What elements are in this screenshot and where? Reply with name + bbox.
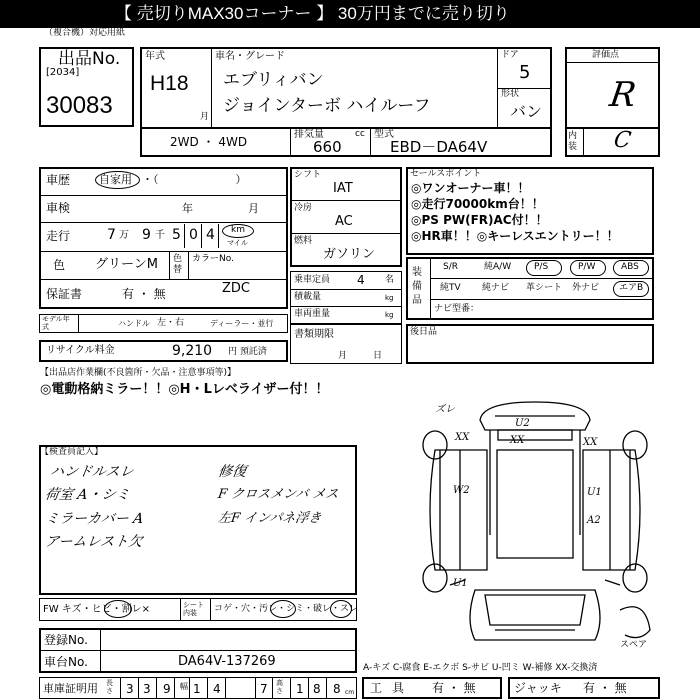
model-value: EBD－DA64V [390, 138, 488, 156]
shaken-label: 車検 [46, 201, 71, 215]
sales-point-2: ◎走行70000km台！！ [411, 197, 544, 211]
drive-value: 2WD ・ 4WD [170, 135, 248, 149]
color-label: 色 [53, 258, 66, 272]
lot-code: [2034] [46, 67, 80, 78]
fw-circle-hibi [104, 600, 132, 618]
inspector-left-3: ミラーカバー A [43, 511, 145, 527]
navi-label: ナビ型番： [434, 304, 480, 314]
fw-text: FW キズ・ヒビ・割レ× [43, 604, 150, 615]
expiry-unit: 月日 [338, 351, 409, 361]
notes-title: 【出品店作業欄(不良箇所・欠品・注意事項等)】 [40, 368, 237, 378]
cert-length-3: 9 [163, 682, 171, 696]
weight-unit: kg [385, 311, 394, 319]
color-no-label: カラーNo. [192, 254, 234, 264]
disp-value: 660 [313, 138, 342, 156]
month-unit: 月 [200, 112, 210, 122]
fw-seat: シート内装 [183, 601, 204, 617]
jack-label: ジャッキ [514, 681, 562, 695]
cert-unit-length: 長さ [106, 679, 113, 695]
inspector-right-3: 左F インパネ浮き [216, 511, 323, 526]
equip-ps: P/S [534, 262, 549, 272]
inspector-title: 【検査員記入】 [40, 447, 104, 457]
sales-point-1: ◎ワンオーナー車！！ [411, 181, 530, 195]
mileage-man-unit: 万 [119, 230, 129, 241]
cert-width-2: 4 [213, 682, 221, 696]
shape-value: バン [510, 102, 543, 121]
mark-w2: W2 [453, 485, 470, 496]
expiry-label: 書類期限 [294, 329, 334, 340]
banner [0, 0, 700, 28]
mileage-digit-3: 0 [189, 227, 198, 243]
history-rest: ・（ ） [142, 173, 247, 186]
disp-unit: cc [355, 129, 365, 139]
tools-value: 有 ・ 無 [432, 681, 476, 695]
name-label: 車名・グレード [215, 51, 285, 62]
mark-zure: ズレ [435, 404, 455, 415]
load-unit: kg [385, 294, 394, 302]
lot-number: 30083 [46, 92, 113, 119]
cert-cm: cm [345, 689, 355, 696]
disp-label: 排気量 [294, 129, 324, 140]
inspector-left-4: アームレスト欠 [43, 534, 144, 550]
equip-leather: 革シート [526, 283, 563, 293]
mileage-digit-0: 9 [142, 227, 151, 243]
ac-value: AC [335, 214, 353, 229]
capacity-value: 4 [357, 273, 365, 287]
inspector-right-1: 修復 [216, 464, 248, 480]
fw-rest: コゲ・穴・汚レ・シミ・破レ・スレ [214, 604, 359, 614]
inspector-left-1: ハンドルスレ [48, 464, 135, 480]
banner-text: 【 売切りMAX30コーナー 】 30万円までに売り切り [115, 4, 510, 23]
interior-value: C [612, 128, 633, 153]
handle-value: 左・右 [157, 318, 185, 328]
name-line2: ジョインターボ ハイルーフ [223, 96, 431, 116]
equipment-label: 装備品 [412, 267, 422, 306]
mark-u2: U2 [515, 418, 530, 429]
recycle-unit: 円 預託済 [228, 347, 267, 357]
notes-text: ◎電動格納ミラー！！◎H・Lレベライザー付！！ [40, 382, 329, 397]
lot-label: 出品No. [58, 49, 121, 69]
cert-height-2: 8 [313, 682, 321, 696]
cert-height-1: 1 [296, 682, 304, 696]
fuel-value: ガソリン [323, 247, 376, 262]
mileage-man: 7 [107, 227, 116, 243]
mark-u1-front: U1 [453, 578, 468, 589]
color-no-value: ZDC [222, 281, 250, 296]
eval-value: R [607, 75, 639, 115]
shaken-month: 月 [248, 202, 259, 215]
color-change: 色替 [173, 254, 183, 275]
mileage-mile: マイル [227, 239, 248, 247]
jack-value: 有 ・ 無 [583, 681, 627, 695]
mileage-label: 走行 [46, 229, 71, 243]
subnote: （複合機）対応用紙 [44, 28, 126, 38]
tools-label: 工具 [370, 681, 415, 695]
mark-a2: A2 [587, 515, 601, 526]
history-label: 車歴 [46, 173, 71, 187]
cert-length-1: 3 [126, 682, 134, 696]
fw-circle-yogore [270, 600, 296, 618]
car-diagram [405, 390, 665, 660]
equip-pw: P/W [578, 262, 596, 272]
eval-label: 評価点 [592, 50, 620, 60]
cert-height-3: 8 [333, 682, 341, 696]
shape-label: 形状 [501, 89, 520, 99]
cert-width-1: 1 [193, 682, 201, 696]
mileage-digit-1: 千 [155, 230, 165, 241]
equip-aw: 純A/W [484, 262, 512, 272]
sales-point-4: ◎HR車！！◎キーレスエントリー！！ [411, 229, 619, 243]
aftermarket-label: 後日品 [410, 327, 438, 337]
damage-legend: A-キズ C-腐食 E-エクボ S-サビ U-凹ミ W-補修 XX-交換済 [363, 663, 598, 673]
chassis-label: 車台No. [44, 655, 88, 669]
equip-abs: ABS [621, 262, 639, 272]
capacity-unit: 名 [385, 275, 395, 285]
warranty-label: 保証書 [46, 287, 83, 301]
shift-value: IAT [333, 181, 353, 196]
shift-label: シフト [294, 170, 322, 180]
equip-airbag: エアB [619, 283, 644, 293]
spare-label: スペア [620, 640, 648, 650]
fuel-label: 燃料 [294, 236, 313, 246]
chassis-value: DA64V-137269 [178, 654, 276, 669]
ac-label: 冷房 [294, 203, 313, 213]
recycle-label: リサイクル料金 [46, 345, 115, 356]
mark-u1-right: U1 [587, 487, 602, 498]
equip-sr: S/R [443, 262, 458, 272]
name-line1: エブリィバン [223, 70, 324, 90]
mileage-digit-4: 4 [206, 227, 215, 243]
dealer-label: ディーラー・並行 [210, 319, 274, 328]
registration-label: 登録No. [44, 633, 88, 647]
load-label: 積載量 [294, 292, 322, 302]
sales-point-3: ◎PS PW(FR)AC付！！ [411, 213, 548, 227]
door-value: 5 [519, 62, 531, 83]
fw-circle-sure [330, 600, 352, 618]
weight-label: 車両重量 [294, 309, 331, 319]
model-label: 型式 [374, 129, 394, 140]
equip-tv: 純TV [440, 283, 461, 293]
year-value: H18 [150, 72, 189, 95]
color-value: グリーンM [95, 257, 158, 272]
year-label: 年式 [145, 51, 165, 62]
mark-xx-top: XX [510, 435, 525, 446]
mileage-digit-2: 5 [172, 227, 181, 243]
capacity-label: 乗車定員 [294, 275, 331, 285]
cert-width-3: 7 [260, 682, 268, 696]
interior-label: 内装 [568, 131, 578, 152]
recycle-value: 9,210 [172, 343, 213, 359]
mark-xx-left: XX [455, 432, 470, 443]
sales-title: セールスポイント [410, 169, 482, 179]
equip-navi: 純ナビ [482, 283, 510, 293]
cert-length-2: 3 [143, 682, 151, 696]
equip-ext-navi: 外ナビ [572, 283, 600, 293]
history-value: 自家用 [99, 173, 132, 186]
inspector-left-2: 荷室 A・シミ [43, 487, 131, 503]
cert-unit-width: 幅 [180, 682, 188, 691]
shaken-year: 年 [182, 202, 193, 215]
mark-xx-right: XX [583, 437, 598, 448]
mileage-km: km [231, 225, 245, 235]
aftermarket-box [406, 324, 654, 364]
door-label: ドア [501, 50, 519, 60]
warranty-value: 有 ・ 無 [122, 287, 166, 301]
handle-label: ハンドル [118, 319, 150, 328]
cert-label: 車庫証明用 [43, 682, 98, 695]
inspector-right-2: F クロスメンバ メス [216, 487, 340, 502]
cert-unit-height: 高さ [276, 679, 283, 695]
model-year-label: モデル年式 [42, 315, 70, 331]
